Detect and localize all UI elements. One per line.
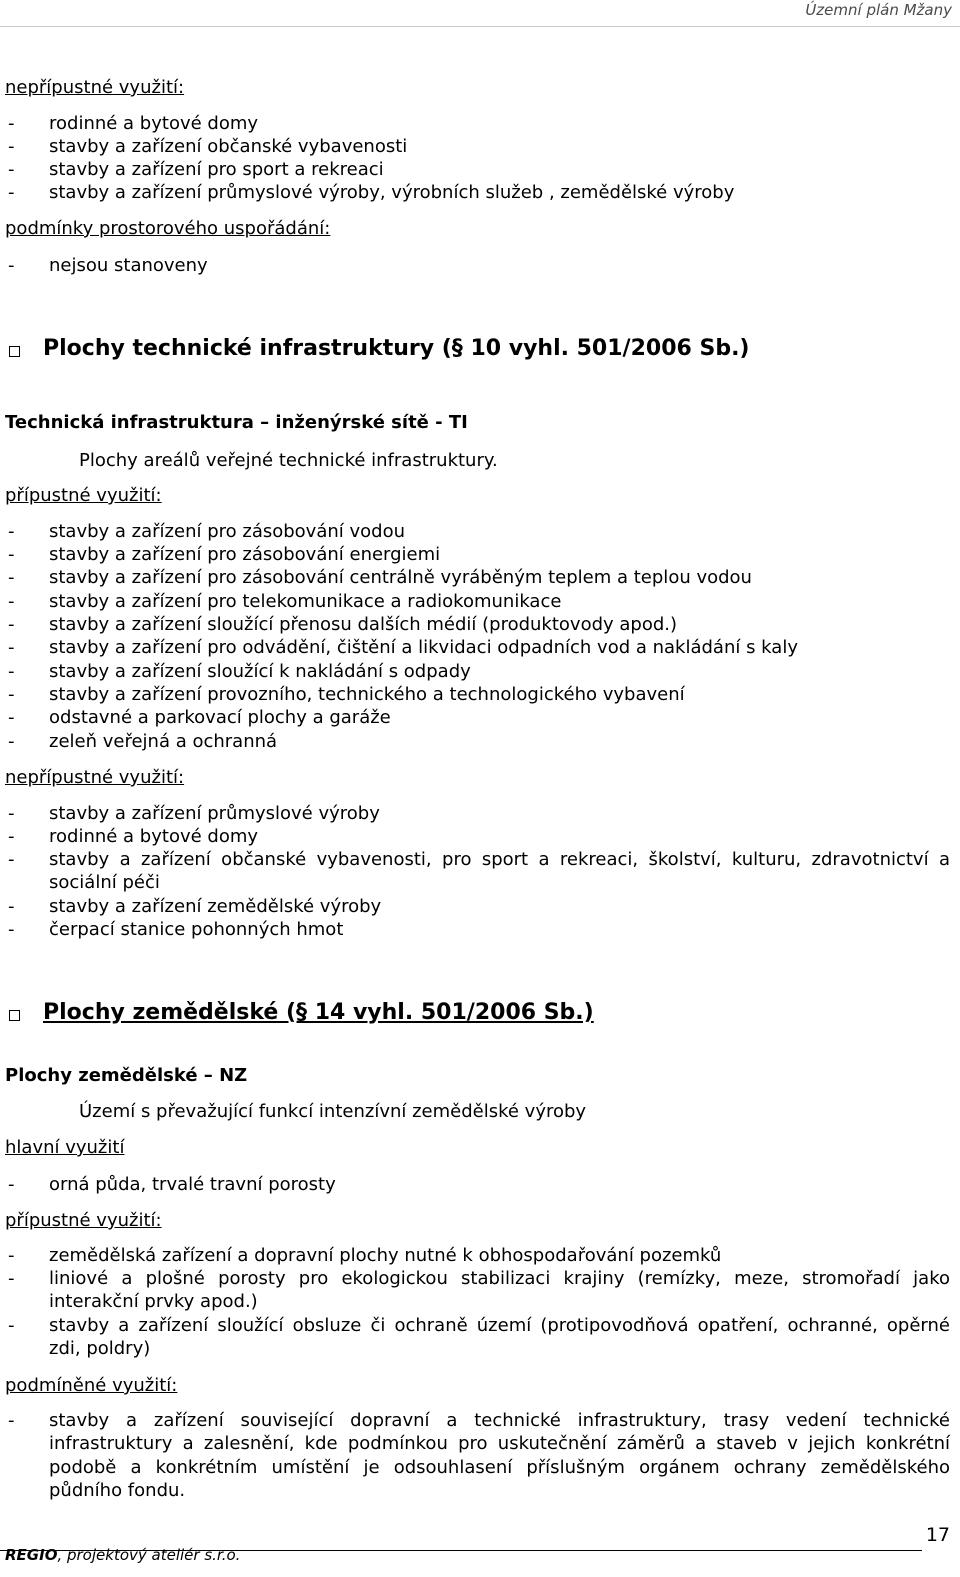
list-dash: - [8, 896, 15, 917]
document-header-title: Územní plán Mžany [805, 1, 952, 19]
list-item: stavby a zařízení průmyslové výroby [49, 803, 380, 824]
subsection-heading-ti: Technická infrastruktura – inženýrské sítě - TI [5, 412, 468, 433]
list-item: stavby a zařízení sloužící obsluze či ochraně území (protipovodňová opatření, ochranné, opěrné zdi, poldry) [49, 1315, 950, 1360]
list-dash: - [8, 591, 15, 612]
list-dash: - [8, 919, 15, 940]
company-name-bold: REGIO [5, 1546, 58, 1564]
section-description: Plochy areálů veřejné technické infrastruktury. [79, 450, 498, 471]
list-dash: - [8, 136, 15, 157]
list-item: stavby a zařízení průmyslové výroby, výrobních služeb , zemědělské výroby [49, 182, 735, 203]
list-item: stavby a zařízení sloužící k nakládání s odpady [49, 661, 471, 682]
list-dash: - [8, 684, 15, 705]
company-name-rest: , projektový ateliér s.r.o. [57, 1546, 241, 1564]
section-heading-technical-infrastructure: Plochy technické infrastruktury (§ 10 vyhl. 501/2006 Sb.) [43, 336, 750, 361]
list-dash: - [8, 731, 15, 752]
list-item: stavby a zařízení pro odvádění, čištění a likvidaci odpadních vod a nakládání s kaly [49, 637, 798, 658]
list-item: stavby a zařízení pro telekomunikace a radiokomunikace [49, 591, 562, 612]
list-item: stavby a zařízení související dopravní a technické infrastruktury, trasy vedení technické infrastruktury a zalesnění, kde podmínkou pro uskutečnění záměrů a staveb v jejich konkrétní podobě a konkrétním umístění je odsouhlasení příslušným orgánem ochrany zemědělského půdního fondu. [49, 1410, 950, 1502]
list-item: stavby a zařízení pro zásobování centrálně vyráběným teplem a teplou vodou [49, 567, 752, 588]
checkbox-bullet-icon [9, 346, 20, 357]
list-dash: - [8, 849, 15, 870]
list-item: stavby a zařízení pro zásobování energiemi [49, 544, 441, 565]
allowed-use-label: přípustné využití: [5, 1210, 162, 1231]
list-dash: - [8, 544, 15, 565]
list-dash: - [8, 1410, 15, 1431]
list-dash: - [8, 707, 15, 728]
list-item: rodinné a bytové domy [49, 826, 259, 847]
header-divider [0, 26, 960, 27]
subsection-heading-nz: Plochy zemědělské – NZ [5, 1065, 248, 1086]
section-heading-agricultural: Plochy zemědělské (§ 14 vyhl. 501/2006 Sb.) [43, 1000, 594, 1025]
list-dash: - [8, 803, 15, 824]
list-dash: - [8, 182, 15, 203]
list-item: stavby a zařízení občanské vybavenosti, pro sport a rekreaci, školství, kulturu, zdravotnictví a sociální péči [49, 849, 950, 894]
list-dash: - [8, 826, 15, 847]
page-number: 17 [925, 1524, 950, 1546]
list-dash: - [8, 567, 15, 588]
conditional-use-label: podmíněné využití: [5, 1375, 178, 1396]
list-dash: - [8, 1315, 15, 1336]
list-item: stavby a zařízení pro sport a rekreaci [49, 159, 384, 180]
list-item: stavby a zařízení pro zásobování vodou [49, 521, 406, 542]
list-item: stavby a zařízení sloužící přenosu dalších médií (produktovody apod.) [49, 614, 678, 635]
list-item: čerpací stanice pohonných hmot [49, 919, 344, 940]
list-dash: - [8, 159, 15, 180]
footer-company [5, 1546, 240, 1564]
list-dash: - [8, 113, 15, 134]
list-dash: - [8, 661, 15, 682]
list-item: rodinné a bytové domy [49, 113, 259, 134]
list-dash: - [8, 1174, 15, 1195]
list-dash: - [8, 614, 15, 635]
list-dash: - [8, 255, 15, 276]
forbidden-use-label: nepřípustné využití: [5, 767, 185, 788]
main-use-label: hlavní využití [5, 1137, 125, 1158]
list-item: stavby a zařízení občanské vybavenosti [49, 136, 408, 157]
checkbox-bullet-icon [9, 1010, 20, 1021]
list-item: odstavné a parkovací plochy a garáže [49, 707, 391, 728]
section-description: Území s převažující funkcí intenzívní zemědělské výroby [79, 1101, 587, 1122]
list-item: zeleň veřejná a ochranná [49, 731, 278, 752]
list-dash: - [8, 521, 15, 542]
list-item: zemědělská zařízení a dopravní plochy nutné k obhospodařování pozemků [49, 1245, 722, 1266]
list-dash: - [8, 1245, 15, 1266]
list-item: orná půda, trvalé travní porosty [49, 1174, 336, 1195]
allowed-use-label: přípustné využití: [5, 485, 162, 506]
spatial-conditions-label: podmínky prostorového uspořádání: [5, 218, 331, 239]
list-dash: - [8, 1268, 15, 1289]
list-item: stavby a zařízení zemědělské výroby [49, 896, 382, 917]
list-item: stavby a zařízení provozního, technického a technologického vybavení [49, 684, 685, 705]
list-item: nejsou stanoveny [49, 255, 208, 276]
list-item: liniové a plošné porosty pro ekologickou stabilizaci krajiny (remízky, meze, stromořadí jako interakční prvky apod.) [49, 1268, 950, 1313]
forbidden-use-label: nepřípustné využití: [5, 77, 185, 98]
list-dash: - [8, 637, 15, 658]
